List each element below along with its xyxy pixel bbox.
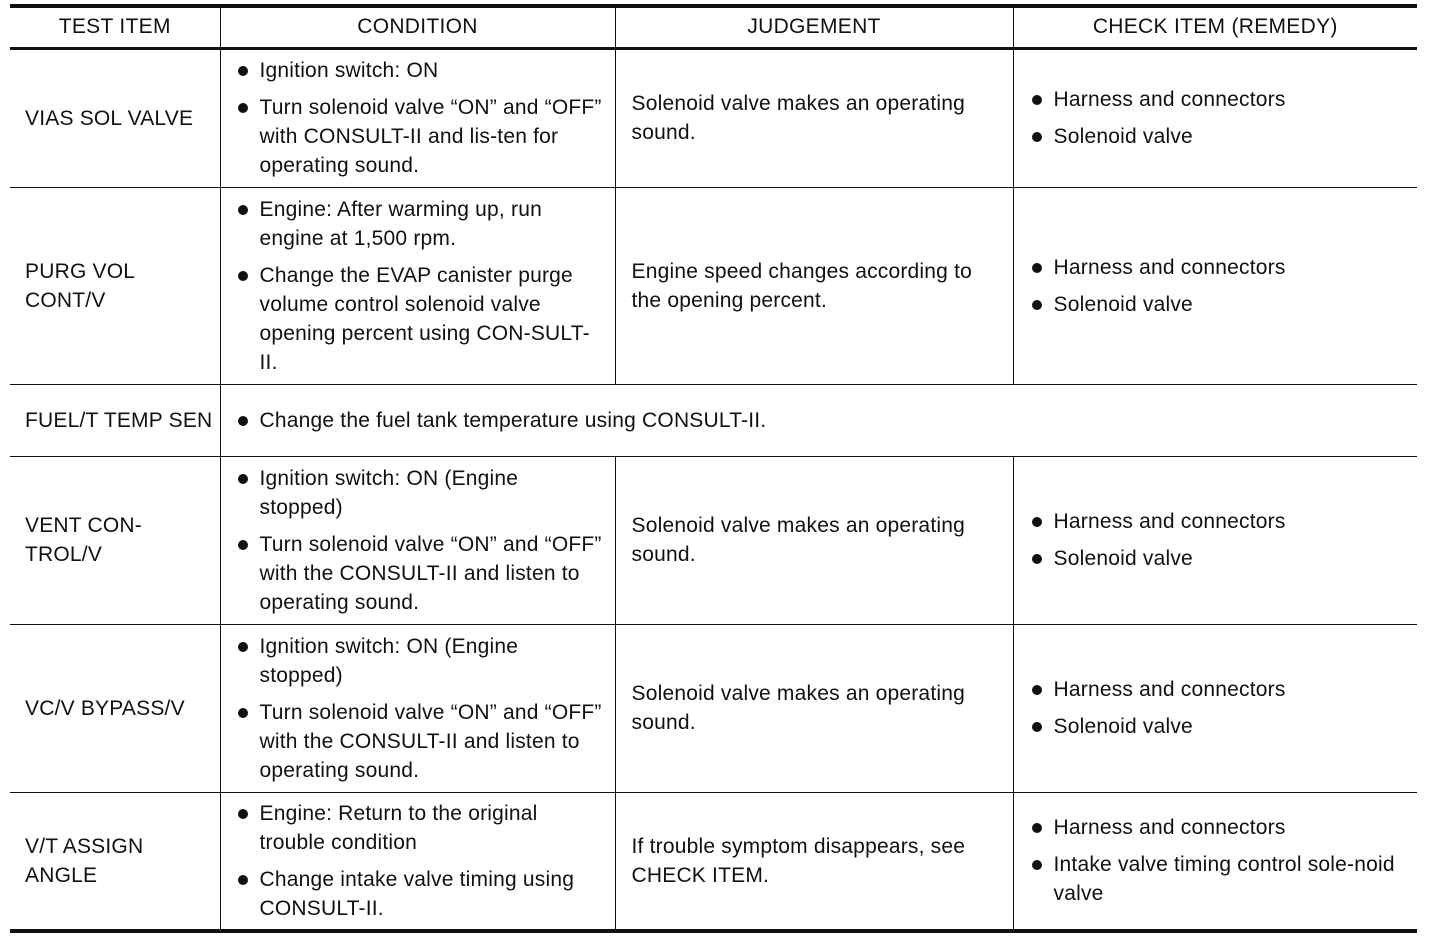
- condition-cell: [220, 792, 615, 931]
- condition-text: Turn solenoid valve “ON” and “OFF” with the CONSULT-II and listen to operating sound.: [259, 700, 602, 782]
- bullet-icon: [1032, 95, 1042, 105]
- header-test-item: TEST ITEM: [10, 6, 220, 48]
- condition-text: Ignition switch: ON: [259, 59, 439, 82]
- test-item-cell: V/T ASSIGN ANGLE: [10, 792, 220, 931]
- bullet-icon: [1032, 823, 1042, 833]
- check-text: Harness and connectors: [1053, 255, 1286, 279]
- bullet-icon: [238, 205, 248, 215]
- check-item-cell: [1013, 792, 1417, 931]
- condition-text: Turn solenoid valve “ON” and “OFF” with the CONSULT-II and listen to operating sound.: [259, 532, 602, 614]
- condition-text: Turn solenoid valve “ON” and “OFF” with CONSULT-II and lis-ten for operating sound.: [259, 96, 602, 177]
- judgement-cell: Engine speed changes according to the opening percent.: [615, 187, 1013, 384]
- merged-condition-cell: [220, 384, 1417, 456]
- condition-list: [237, 406, 1408, 435]
- bullet-icon: [1032, 263, 1042, 273]
- check-text: Solenoid valve: [1053, 292, 1193, 316]
- check-item-cell: [1013, 48, 1417, 187]
- active-test-table: [10, 4, 1417, 933]
- judgement-cell: Solenoid valve makes an operating sound.: [615, 48, 1013, 187]
- condition-item: [237, 93, 605, 180]
- check-list: [1031, 253, 1406, 319]
- condition-list: [237, 799, 605, 923]
- check-text: Intake valve timing control sole-noid valve: [1053, 853, 1395, 906]
- test-item-cell: VENT CON-TROL/V: [10, 456, 220, 624]
- condition-text: Change intake valve timing using CONSULT-II.: [259, 867, 575, 920]
- check-item: [1031, 813, 1406, 842]
- bullet-icon: [1032, 517, 1042, 527]
- condition-list: [237, 632, 605, 785]
- bullet-icon: [238, 474, 248, 484]
- check-text: Solenoid valve: [1053, 715, 1193, 738]
- condition-cell: [220, 48, 615, 187]
- bullet-icon: [1032, 554, 1042, 564]
- test-item-cell: VC/V BYPASS/V: [10, 624, 220, 792]
- check-text: Solenoid valve: [1053, 125, 1193, 148]
- condition-item: [237, 56, 605, 85]
- check-item: [1031, 507, 1406, 536]
- check-list: [1031, 85, 1406, 151]
- check-text: Harness and connectors: [1053, 678, 1286, 701]
- check-item-cell: [1013, 624, 1417, 792]
- condition-cell: [220, 624, 615, 792]
- check-item-cell: [1013, 456, 1417, 624]
- bullet-icon: [238, 271, 248, 281]
- condition-item: [237, 406, 1408, 435]
- condition-list: [237, 464, 605, 617]
- check-item: [1031, 544, 1406, 573]
- judgement-cell: Solenoid valve makes an operating sound.: [615, 456, 1013, 624]
- check-text: Harness and connectors: [1053, 510, 1286, 533]
- condition-item: [237, 698, 605, 785]
- check-item: [1031, 850, 1406, 908]
- test-item-cell: FUEL/T TEMP SEN: [10, 384, 220, 456]
- check-item: [1031, 712, 1406, 741]
- check-item: [1031, 675, 1406, 704]
- table-row: [10, 624, 1417, 792]
- condition-item: [237, 632, 605, 690]
- condition-text: Ignition switch: ON (Engine stopped): [259, 466, 519, 519]
- judgement-cell: If trouble symptom disappears, see CHECK ITEM.: [615, 792, 1013, 931]
- check-item: [1031, 85, 1406, 114]
- condition-item: [237, 195, 605, 253]
- bullet-icon: [238, 416, 248, 426]
- condition-item: [237, 530, 605, 617]
- bullet-icon: [238, 642, 248, 652]
- condition-item: [237, 261, 605, 377]
- bullet-icon: [238, 875, 248, 885]
- bullet-icon: [238, 103, 248, 113]
- table-row: [10, 792, 1417, 931]
- condition-item: [237, 799, 605, 857]
- test-item-cell: VIAS SOL VALVE: [10, 48, 220, 187]
- condition-text: Change the fuel tank temperature using CONSULT-II.: [259, 408, 767, 432]
- header-check-item: CHECK ITEM (REMEDY): [1013, 6, 1417, 48]
- condition-list: [237, 56, 605, 180]
- condition-text: Ignition switch: ON (Engine stopped): [259, 634, 519, 687]
- check-item: [1031, 253, 1406, 282]
- condition-text: Engine: Return to the original trouble condition: [259, 801, 538, 854]
- check-list: [1031, 675, 1406, 741]
- table-row: [10, 384, 1417, 456]
- condition-item: [237, 865, 605, 923]
- header-judgement: JUDGEMENT: [615, 6, 1013, 48]
- bullet-icon: [1032, 722, 1042, 732]
- condition-cell: [220, 456, 615, 624]
- bullet-icon: [1032, 132, 1042, 142]
- bullet-icon: [1032, 685, 1042, 695]
- check-list: [1031, 507, 1406, 573]
- bullet-icon: [1032, 300, 1042, 310]
- table-row: [10, 456, 1417, 624]
- header-condition: CONDITION: [220, 6, 615, 48]
- bullet-icon: [238, 809, 248, 819]
- test-item-cell: PURG VOL CONT/V: [10, 187, 220, 384]
- check-item: [1031, 122, 1406, 151]
- header-row: [10, 6, 1417, 48]
- check-text: Harness and connectors: [1053, 816, 1286, 840]
- table-row: [10, 187, 1417, 384]
- condition-text: Engine: After warming up, run engine at 1,500 rpm.: [259, 197, 542, 250]
- check-text: Solenoid valve: [1053, 547, 1193, 570]
- bullet-icon: [238, 66, 248, 76]
- condition-list: [237, 195, 605, 377]
- check-item: [1031, 290, 1406, 319]
- check-list: [1031, 813, 1406, 908]
- check-item-cell: [1013, 187, 1417, 384]
- table-row: [10, 48, 1417, 187]
- condition-item: [237, 464, 605, 522]
- bullet-icon: [1032, 860, 1042, 870]
- bullet-icon: [238, 708, 248, 718]
- condition-text: Change the EVAP canister purge volume control solenoid valve opening percent using CON-SULT-II.: [259, 263, 590, 374]
- bullet-icon: [238, 540, 248, 550]
- judgement-cell: Solenoid valve makes an operating sound.: [615, 624, 1013, 792]
- check-text: Harness and connectors: [1053, 88, 1286, 111]
- active-test-table-sheet: [10, 4, 1417, 933]
- condition-cell: [220, 187, 615, 384]
